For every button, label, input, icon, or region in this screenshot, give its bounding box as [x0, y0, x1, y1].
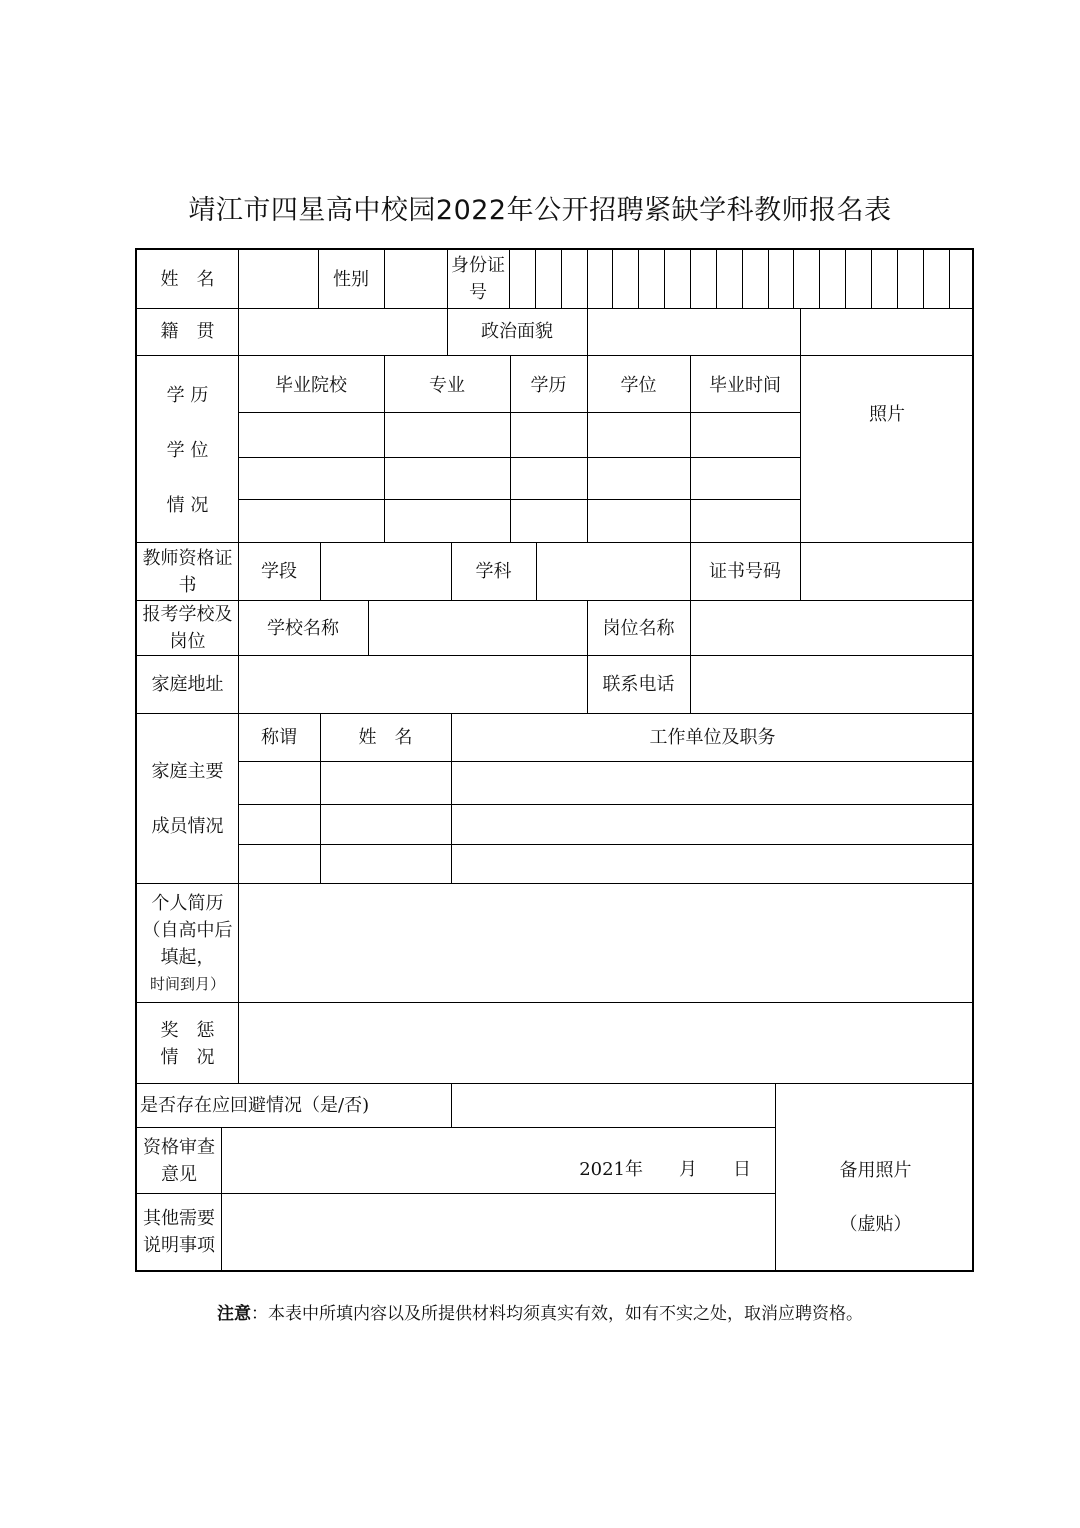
native-place-field[interactable]: [240, 310, 445, 353]
gender-field[interactable]: [386, 250, 445, 306]
teacher-certificate-label: 教师资格证 书: [142, 547, 233, 596]
grid-line: [135, 883, 974, 884]
education-header: 毕业时间: [709, 374, 781, 396]
post-name-field[interactable]: [692, 602, 972, 653]
id-digit-box[interactable]: [821, 250, 843, 306]
subject-field[interactable]: [538, 544, 688, 598]
education-cell[interactable]: [589, 414, 688, 455]
resume-label-line: 时间到月）: [149, 975, 225, 993]
political-status-field[interactable]: [589, 310, 798, 353]
id-digit-box[interactable]: [951, 250, 972, 306]
grid-line: [923, 248, 924, 308]
resume-label-line: 个人简历: [151, 893, 224, 914]
grid-line: [221, 1127, 222, 1272]
grid-line: [238, 804, 974, 805]
family-cell[interactable]: [453, 846, 972, 881]
grid-line: [238, 844, 974, 845]
id-digit-box[interactable]: [770, 250, 791, 306]
grid-line: [949, 248, 950, 308]
native-place-label: 籍 贯: [160, 321, 215, 342]
review-label: 资格审查 意见: [143, 1136, 215, 1185]
grid-line: [535, 248, 536, 308]
page-title: 靖江市四星高中校园2022年公开招聘紧缺学科教师报名表: [188, 195, 892, 226]
political-status-label: 政治面貌: [481, 321, 553, 342]
note-text: ：本表中所填内容以及所提供材料均须真实有效，如有不实之处，取消应聘资格。: [251, 1304, 863, 1324]
grid-line: [612, 248, 613, 308]
id-digit-box[interactable]: [718, 250, 740, 306]
education-cell[interactable]: [692, 501, 798, 540]
review-field[interactable]: [223, 1129, 773, 1191]
stage-label: 学段: [261, 561, 297, 582]
family-cell[interactable]: [322, 846, 449, 881]
gender-label: 性别: [333, 268, 369, 290]
resume-field[interactable]: [240, 885, 972, 1000]
note-label: 注意: [217, 1304, 251, 1324]
phone-label: 联系电话: [602, 674, 675, 695]
school-name-field[interactable]: [370, 602, 585, 653]
id-digit-box[interactable]: [925, 250, 947, 306]
grid-line: [238, 499, 800, 500]
grid-line: [793, 248, 794, 308]
family-cell[interactable]: [453, 806, 972, 842]
phone-field[interactable]: [692, 657, 972, 711]
education-header: 毕业院校: [275, 374, 347, 396]
family-cell[interactable]: [322, 806, 449, 842]
grid-line: [638, 248, 639, 308]
grid-line: [135, 655, 974, 656]
grid-line: [897, 248, 898, 308]
education-side-label: 学 位: [166, 439, 209, 461]
education-cell[interactable]: [240, 459, 382, 497]
grid-line: [845, 248, 846, 308]
home-address-field[interactable]: [240, 657, 585, 711]
family-side-label: 家庭主要: [151, 760, 224, 782]
id-digit-box[interactable]: [589, 250, 610, 306]
education-cell[interactable]: [589, 459, 688, 497]
post-name-label: 岗位名称: [602, 617, 675, 639]
id-digit-box[interactable]: [511, 250, 533, 306]
id-digit-box[interactable]: [744, 250, 766, 306]
id-digit-box[interactable]: [563, 250, 585, 306]
grid-line: [775, 1083, 776, 1272]
avoidance-field[interactable]: [453, 1085, 773, 1125]
name-field[interactable]: [240, 250, 316, 306]
education-cell[interactable]: [512, 414, 585, 455]
education-header: 专业: [429, 374, 465, 396]
id-digit-box[interactable]: [847, 250, 869, 306]
education-side-label: 情 况: [166, 494, 209, 516]
spare-photo-label: 备用照片: [839, 1159, 912, 1181]
certificate-number-field[interactable]: [802, 544, 972, 598]
family-header: 称谓: [261, 727, 297, 748]
grid-line: [587, 308, 588, 542]
spare-photo-box[interactable]: [777, 1085, 972, 1270]
resume-label-line: 填起，: [160, 947, 215, 968]
grid-line: [135, 1002, 974, 1003]
grid-line: [238, 761, 974, 762]
education-cell[interactable]: [386, 501, 508, 540]
education-header: 学位: [620, 374, 657, 396]
photo-label: 照片: [869, 403, 905, 425]
grid-line: [871, 248, 872, 308]
education-cell[interactable]: [692, 459, 798, 497]
education-cell[interactable]: [386, 459, 508, 497]
spare-photo-note: （虚贴）: [839, 1213, 912, 1235]
grid-line: [135, 1127, 775, 1128]
family-cell[interactable]: [322, 763, 449, 802]
certificate-number-label: 证书号码: [709, 561, 781, 582]
grid-line: [690, 248, 691, 308]
education-cell[interactable]: [240, 414, 382, 455]
family-cell[interactable]: [453, 763, 972, 802]
grid-line: [384, 248, 385, 308]
grid-line: [664, 248, 665, 308]
family-cell[interactable]: [240, 846, 318, 881]
resume-label: [137, 888, 238, 1000]
id-digit-box[interactable]: [537, 250, 559, 306]
footer-note: [0, 1299, 1080, 1324]
rewards-field[interactable]: [240, 1004, 972, 1081]
other-notes-label: 其他需要 说明事项: [143, 1208, 215, 1256]
review-date: 2021年 月 日: [579, 1158, 751, 1180]
education-cell[interactable]: [589, 501, 688, 540]
id-digit-box[interactable]: [692, 250, 714, 306]
id-digit-box[interactable]: [873, 250, 895, 306]
stage-field[interactable]: [322, 544, 449, 598]
grid-line: [451, 1083, 452, 1127]
grid-line: [690, 600, 691, 713]
family-cell[interactable]: [240, 806, 318, 842]
grid-line: [509, 248, 510, 308]
family-header: 工作单位及职务: [649, 727, 776, 748]
resume-label-line: （自高中后: [142, 920, 233, 941]
id-digit-box[interactable]: [614, 250, 636, 306]
grid-line: [135, 1193, 775, 1194]
education-cell[interactable]: [692, 414, 798, 455]
other-notes-field[interactable]: [223, 1195, 773, 1270]
education-cell[interactable]: [512, 501, 585, 540]
id-digit-box[interactable]: [666, 250, 688, 306]
family-cell[interactable]: [240, 763, 318, 802]
grid-line: [238, 412, 800, 413]
id-digit-box[interactable]: [640, 250, 662, 306]
id-digit-box[interactable]: [899, 250, 921, 306]
home-address-label: 家庭地址: [151, 674, 224, 695]
grid-line: [768, 248, 769, 308]
grid-line: [320, 542, 321, 600]
grid-line: [742, 248, 743, 308]
grid-line: [716, 248, 717, 308]
grid-line: [819, 248, 820, 308]
name-label: 姓 名: [160, 268, 215, 290]
avoidance-label: 是否存在应回避情况（是/否): [140, 1095, 370, 1116]
id-number-label: 身份证 号: [451, 255, 505, 303]
family-side-label: 成员情况: [151, 815, 224, 837]
id-digit-box[interactable]: [795, 250, 817, 306]
photo-box[interactable]: [802, 310, 972, 540]
education-header: 学历: [530, 374, 567, 396]
grid-line: [561, 248, 562, 308]
grid-line: [536, 542, 537, 600]
grid-line: [587, 248, 588, 308]
subject-label: 学科: [475, 561, 512, 582]
family-header: 姓 名: [358, 727, 413, 748]
grid-line: [238, 457, 800, 458]
school-name-label: 学校名称: [267, 617, 339, 639]
education-cell[interactable]: [386, 414, 508, 455]
rewards-label: 奖 惩 情 况: [160, 1019, 215, 1068]
education-side-label: 学 历: [166, 384, 209, 406]
grid-line: [368, 600, 369, 655]
education-cell[interactable]: [512, 459, 585, 497]
education-cell[interactable]: [240, 501, 382, 540]
application-label: 报考学校及 岗位: [142, 604, 233, 652]
